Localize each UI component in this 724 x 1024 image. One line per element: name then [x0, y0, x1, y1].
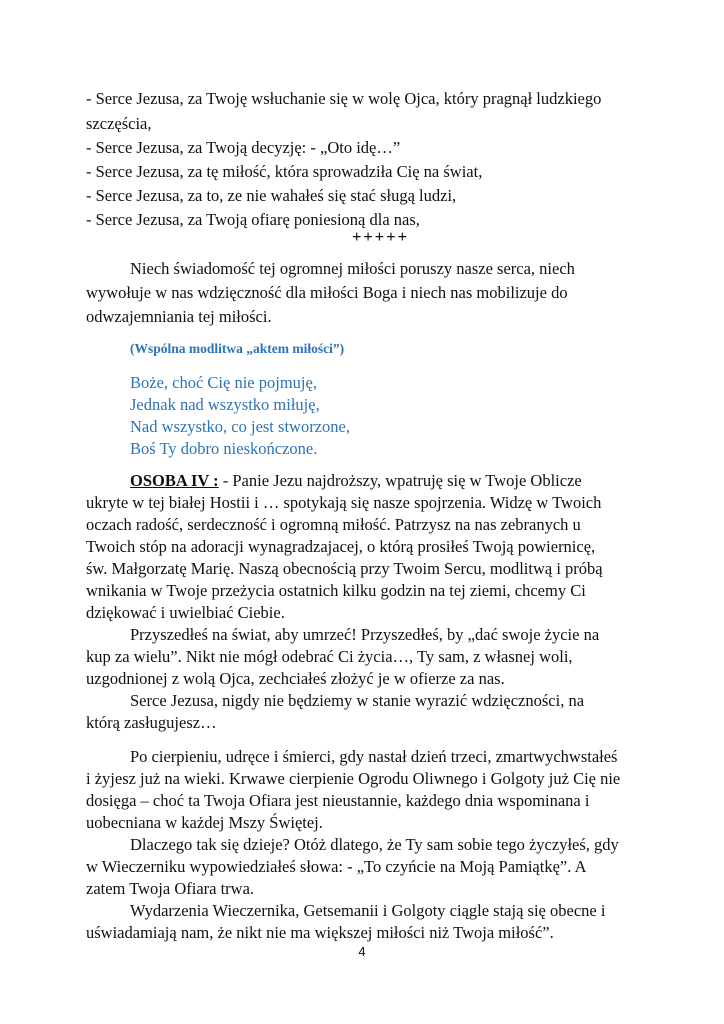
intro-line: odwzajemniania tej miłości. — [86, 307, 272, 326]
intro-line: wywołuje w nas wdzięczność dla miłości Boga i niech nas mobilizuje do — [86, 283, 568, 302]
paragraph-line: Przyszedłeś na świat, aby umrzeć! Przyszedłeś, by „dać swoje życie na — [130, 625, 600, 644]
paragraph-line: którą zasługujesz… — [86, 713, 217, 732]
paragraph-line: dziękować i uwielbiać Ciebie. — [86, 603, 285, 622]
intro-line: Niech świadomość tej ogromnej miłości poruszy nasze serca, niech — [130, 259, 575, 278]
paragraph-line: w Wieczerniku wypowiedziałeś słowa: - „To czyńcie na Moją Pamiątkę”. A — [86, 857, 587, 876]
paragraph-line: uobecniana w każdej Mszy Świętej. — [86, 813, 323, 832]
paragraph-line: Po cierpieniu, udręce i śmierci, gdy nastał dzień trzeci, zmartwychwstałeś — [130, 747, 618, 766]
paragraph-line: oczach radość, serdeczność i ogromną miłość. Patrzysz na nas zebranych u — [86, 515, 581, 534]
osoba-first-line — [130, 470, 582, 491]
separator: +++++ — [352, 227, 410, 246]
paragraph-line: Dlaczego tak się dzieje? Otóż dlatego, że Ty sam sobie tego życzyłeś, gdy — [130, 835, 619, 854]
prayer-line: Boże, choć Cię nie pojmuję, — [130, 373, 317, 392]
osoba-label: OSOBA IV : — [130, 471, 219, 490]
litany-line: - Serce Jezusa, za Twoję wsłuchanie się w wolę Ojca, który pragnął ludzkiego — [86, 89, 602, 108]
litany-line: - Serce Jezusa, za Twoją ofiarę poniesioną dla nas, — [86, 210, 420, 229]
prayer-line: Jednak nad wszystko miłuję, — [130, 395, 320, 414]
paragraph-line: Serce Jezusa, nigdy nie będziemy w stanie wyrazić wdzięczności, na — [130, 691, 585, 710]
prayer-line: Boś Ty dobro nieskończone. — [130, 439, 318, 458]
osoba-first-line-text: - Panie Jezu najdroższy, wpatruję się w Twoje Oblicze — [218, 471, 582, 490]
prayer-heading: (Wspólna modlitwa „aktem miłości”) — [130, 341, 345, 356]
paragraph-line: Wydarzenia Wieczernika, Getsemanii i Golgoty ciągle stają się obecne i — [130, 901, 606, 920]
paragraph-line: wnikania w Twoje przeżycia ostatnich kilku godzin na tej ziemi, chcemy Ci — [86, 581, 586, 600]
paragraph-line: ukryte w tej białej Hostii i … spotykają się nasze spojrzenia. Widzę w Twoich — [86, 493, 602, 512]
prayer-line: Nad wszystko, co jest stworzone, — [130, 417, 350, 436]
paragraph-line: uzgodnionej z wolą Ojca, zechciałeś złożyć je w ofierze za nas. — [86, 669, 505, 688]
litany-line: - Serce Jezusa, za Twoją decyzję: - „Oto idę…” — [86, 138, 401, 157]
litany-line: - Serce Jezusa, za to, ze nie wahałeś się stać sługą ludzi, — [86, 186, 457, 205]
litany-line: szczęścia, — [86, 114, 152, 133]
page-number: 4 — [358, 944, 366, 959]
litany-line: - Serce Jezusa, za tę miłość, która sprowadziła Cię na świat, — [86, 162, 483, 181]
paragraph-line: uświadamiają nam, że nikt nie ma większej miłości niż Twoja miłość”. — [86, 923, 554, 942]
paragraph-line: dosięga – choć ta Twoja Ofiara jest nieustannie, każdego dnia wspominana i — [86, 791, 590, 810]
paragraph-line: św. Małgorzatę Marię. Naszą obecnością przy Twoim Sercu, modlitwą i próbą — [86, 559, 603, 578]
paragraph-line: i żyjesz już na wieki. Krwawe cierpienie Ogrodu Oliwnego i Golgoty już Cię nie — [86, 769, 621, 788]
paragraph-line: zatem Twoja Ofiara trwa. — [86, 879, 255, 898]
paragraph-line: Twoich stóp na adoracji wynagradzajacej, o którą prosiłeś Twoją powiernicę, — [86, 537, 596, 556]
paragraph-line: kup za wielu”. Nikt nie mógł odebrać Ci życia…, Ty sam, z własnej woli, — [86, 647, 573, 666]
